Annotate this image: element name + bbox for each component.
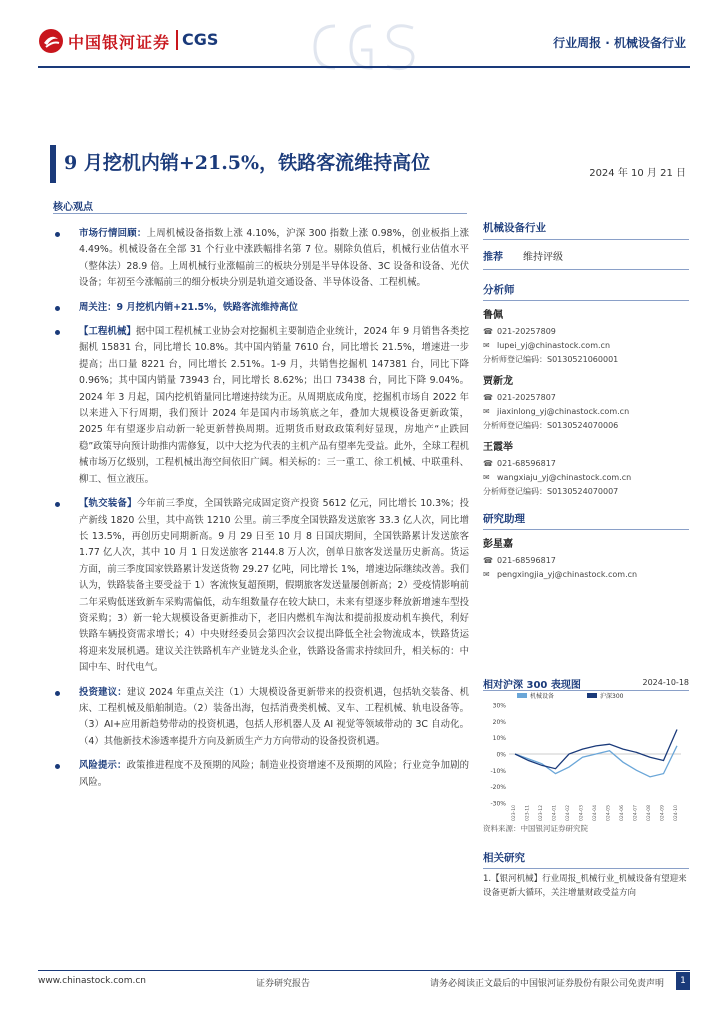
x-tick-label: 2024-06 [620,805,625,821]
y-tick-label: 20% [492,718,506,726]
analyst-name: 鲁佩 [483,310,503,321]
logo-divider [176,30,178,50]
chart-title: 相对沪深 300 表现图 [483,680,581,691]
y-tick-label: -20% [490,784,506,792]
chart-source: 资料来源：中国银河证券研究院 [483,824,588,833]
phone-icon: ☎ [483,459,493,468]
assistant-email[interactable]: pengxingjia_yj@chinastock.com.cn [497,570,638,579]
x-tick-label: 2024-08 [647,805,652,821]
paragraph-keyword: 【工程机械】 [79,326,136,338]
analysts-header: 分析师 [483,282,689,301]
email-icon: ✉ [483,473,490,482]
y-tick-label: 30% [492,702,506,710]
analyst-cert: 分析师登记编码：S0130524070007 [483,487,619,496]
assistant-card [483,538,689,582]
analyst-cert: 分析师登记编码：S0130521060001 [483,355,619,364]
analyst-email[interactable]: lupei_yj@chinastock.com.cn [497,341,611,350]
y-tick-label: 0% [496,751,506,759]
risk-warning-paragraph [53,758,469,791]
rating-value: 维持评级 [523,252,563,263]
paragraph-keyword: 市场行情回顾： [79,228,147,239]
investment-advice-paragraph [53,685,469,751]
phone-icon: ☎ [483,393,493,402]
x-tick-label: 2024-05 [606,805,612,821]
rail-equipment-paragraph [53,496,469,676]
core-views-label: 核心观点 [53,202,93,213]
paragraph-keyword: 【轨交装备】 [79,498,137,510]
bullet-icon [55,691,60,696]
relative-performance-chart [483,690,689,820]
header-divider [38,66,690,68]
chart-svg [483,691,689,821]
legend-swatch [517,693,527,698]
x-tick-label: 2024-04 [593,805,598,821]
related-research-header: 相关研究 [483,850,689,869]
paragraph-text: 上周机械设备指数上涨 4.10%，沪深 300 指数上涨 0.98%，创业板指上涨 4.49%。机械设备在全部 31 个行业中涨跌幅排名第 7 位。剔除负值后，机械行业估值水平（整体法）28.9 倍。上周机械行业涨幅前三的板块分别是半导体设备、3C 设备和设备、光伏设备；年初至今涨幅前三的细分板块分别是轨道交通设备、半导体设备、工程机械。 [79,228,469,289]
market-review-paragraph [53,226,469,292]
paragraph-keyword: 风险提示： [79,760,127,772]
analyst-name: 贾新龙 [483,376,513,387]
related-research-item[interactable]: 1.【银河机械】行业周报_机械行业_机械设备有望迎来设备更新大循环，关注增量财政受益方向 [483,874,687,898]
y-tick-label: -10% [490,767,506,775]
analyst-phone: 021-20257807 [497,393,556,402]
x-tick-label: 2024-07 [633,805,639,821]
email-icon: ✉ [483,407,490,416]
company-logo-icon [38,28,64,54]
analyst-card [483,375,689,433]
x-tick-label: 2023-10 [512,805,517,821]
y-tick-label: 10% [492,735,506,743]
title-accent-bar [50,145,56,183]
bullet-icon [55,306,60,311]
x-tick-label: 2024-09 [660,805,666,821]
x-tick-label: 2023-11 [525,805,531,821]
bullet-icon [55,502,60,507]
bullet-icon [55,232,60,237]
assistant-name: 彭星嘉 [483,539,513,550]
main-content [53,226,469,799]
page-title: 9 月挖机内销+21.5%，铁路客流维持高位 [64,152,431,174]
rating-label: 推荐 [483,252,503,263]
assistant-phone: 021-68596817 [497,556,556,565]
analyst-card [483,441,689,499]
legend-label: 机械设备 [530,693,555,700]
report-date: 2024 年 10 月 21 日 [589,168,686,179]
footer-disclaimer: 请务必阅读正文最后的中国银河证券股份有限公司免责声明 [429,979,664,989]
phone-icon: ☎ [483,556,493,565]
company-abbr: CGS [182,30,219,49]
analyst-email[interactable]: jiaxinlong_yj@chinastock.com.cn [497,407,630,416]
report-type: 行业周报 · 机械设备行业 [553,36,686,50]
x-tick-label: 2024-02 [566,805,571,821]
industry-label: 机械设备行业 [483,220,689,240]
analyst-card [483,309,689,367]
paragraph-text: 今年前三季度，全国铁路完成固定资产投资 5612 亿元，同比增长 10.3%；投产新线 1820 公里，其中高铁 1210 公里。前三季度全国铁路发送旅客 33.3 亿人次，同比增长 13.5%，再创历史同期新高。9 月 29 日至 10 月 8 日国庆期间，全国铁路累计发送旅客 1.77 亿人次，其中 10 月 1 日发送旅客 2144.8 万人次，创单日旅客发送量历史新高。货运方面，前三季度国家铁路累计发送货物 29.27 亿吨，同比增长 1%，增速边际继续改善。我们认为，铁路装备主要受益于 1）客流恢复超预期，假期旅客发送量屡创新高；2）受疫情影响前二年采购低迷致新车采购需偏低，动车组数量存在较大缺口，未来有望逐步释放新增速车型投资采购；3）新一轮大规模设备更新推动下，老旧内燃机车淘汰和提前报废动机车换代，利好铁路车辆投资需求增长；4）中央财经委员会第四次会议提出降低全社会物流成本，铁路货运将迎来发展机遇。建议关注铁路机车产业链龙头企业，铁路设备需求持续回升，相关标的：中国中车、时代电气。 [79,498,469,674]
weekly-focus-paragraph [53,300,469,316]
company-name: 中国银河证券 [68,33,171,52]
email-icon: ✉ [483,570,490,579]
chart-header [483,676,689,691]
core-views-divider [53,213,467,214]
analyst-phone: 021-68596817 [497,459,556,468]
x-tick-label: 2024-10 [674,805,679,821]
page-header [0,0,724,82]
bullet-icon [55,330,60,335]
series-line-machinery [515,746,677,777]
x-tick-label: 2023-12 [539,805,544,821]
paragraph-text: 9 月挖机内销+21.5%，铁路客流维持高位 [116,301,298,313]
page-number: 1 [676,972,690,990]
paragraph-keyword: 投资建议： [79,686,127,698]
sidebar [483,220,689,582]
analyst-phone: 021-20257809 [497,327,556,336]
analyst-name: 王霞举 [483,442,513,453]
assistant-header: 研究助理 [483,511,689,530]
legend-label: 沪深300 [600,693,624,700]
bullet-icon [55,764,60,769]
footer-divider [38,970,690,971]
legend-swatch [587,693,597,698]
construction-machinery-paragraph [53,324,469,488]
email-icon: ✉ [483,341,490,350]
footer-report-label: 证券研究报告 [256,979,311,989]
analyst-email[interactable]: wangxiaju_yj@chinastock.com.cn [497,473,632,482]
rating-row [483,240,689,270]
y-tick-label: -30% [490,800,506,808]
paragraph-text: 据中国工程机械工业协会对挖掘机主要制造企业统计，2024 年 9 月销售各类挖掘机 15831 台，同比增长 10.8%。其中国内销量 7610 台，同比增长 21.5%，增速进一步提高；出口量 8221 台，同比增长 2.51%。1-9 月，共销售挖掘机 147381 台，同比下降 0.96%；其中国内销量 73943 台，同比增长 8.62%；出口 73438 台，同比下降 9.04%。2024 年 3 月起，国内挖机销量同比增速持续为正。从周期底成角度，挖掘机市场自 2022 年以来进入下行周期，我们预计 2024 年是国内市场筑底之年，叠加大规模设备更新政策，2025 年有望逐步启动新一轮更新替换周期。近期货币财政政策利好显现，房地产“止跌回稳”政策导向预计助推内需修复，以中大挖为代表的主机产品有望率先受益。此外，全球工程机械市场万亿级别，工程机械出海空间依旧广阔。相关标的：三一重工、徐工机械、中联重科、柳工、恒立液压。 [79,326,469,485]
paragraph-text: 政策推进程度不及预期的风险；制造业投资增速不及预期的风险；行业竞争加剧的风险。 [79,760,469,788]
chart-date: 2024-10-18 [642,678,689,687]
phone-icon: ☎ [483,327,493,336]
x-tick-label: 2024-01 [552,805,558,821]
analyst-cert: 分析师登记编码：S0130524070006 [483,421,619,430]
paragraph-text: 建议 2024 年重点关注（1）大规模设备更新带来的投资机遇，包括轨交装备、机床、工程机械及船舶制造。（2）装备出海，包括消费类机械、叉车、工程机械、轨电设备等。（3）AI+应用新趋势带动的投资机遇，包括人形机器人及 AI 视觉等领域带动的 3C 自动化。（4）其他新技术渗透率提升方向及新质生产力方向带动的设备投资机遇。 [79,686,469,747]
x-tick-label: 2024-03 [579,805,585,821]
paragraph-keyword: 周关注： [79,301,117,313]
footer-url[interactable]: www.chinastock.com.cn [38,976,146,986]
